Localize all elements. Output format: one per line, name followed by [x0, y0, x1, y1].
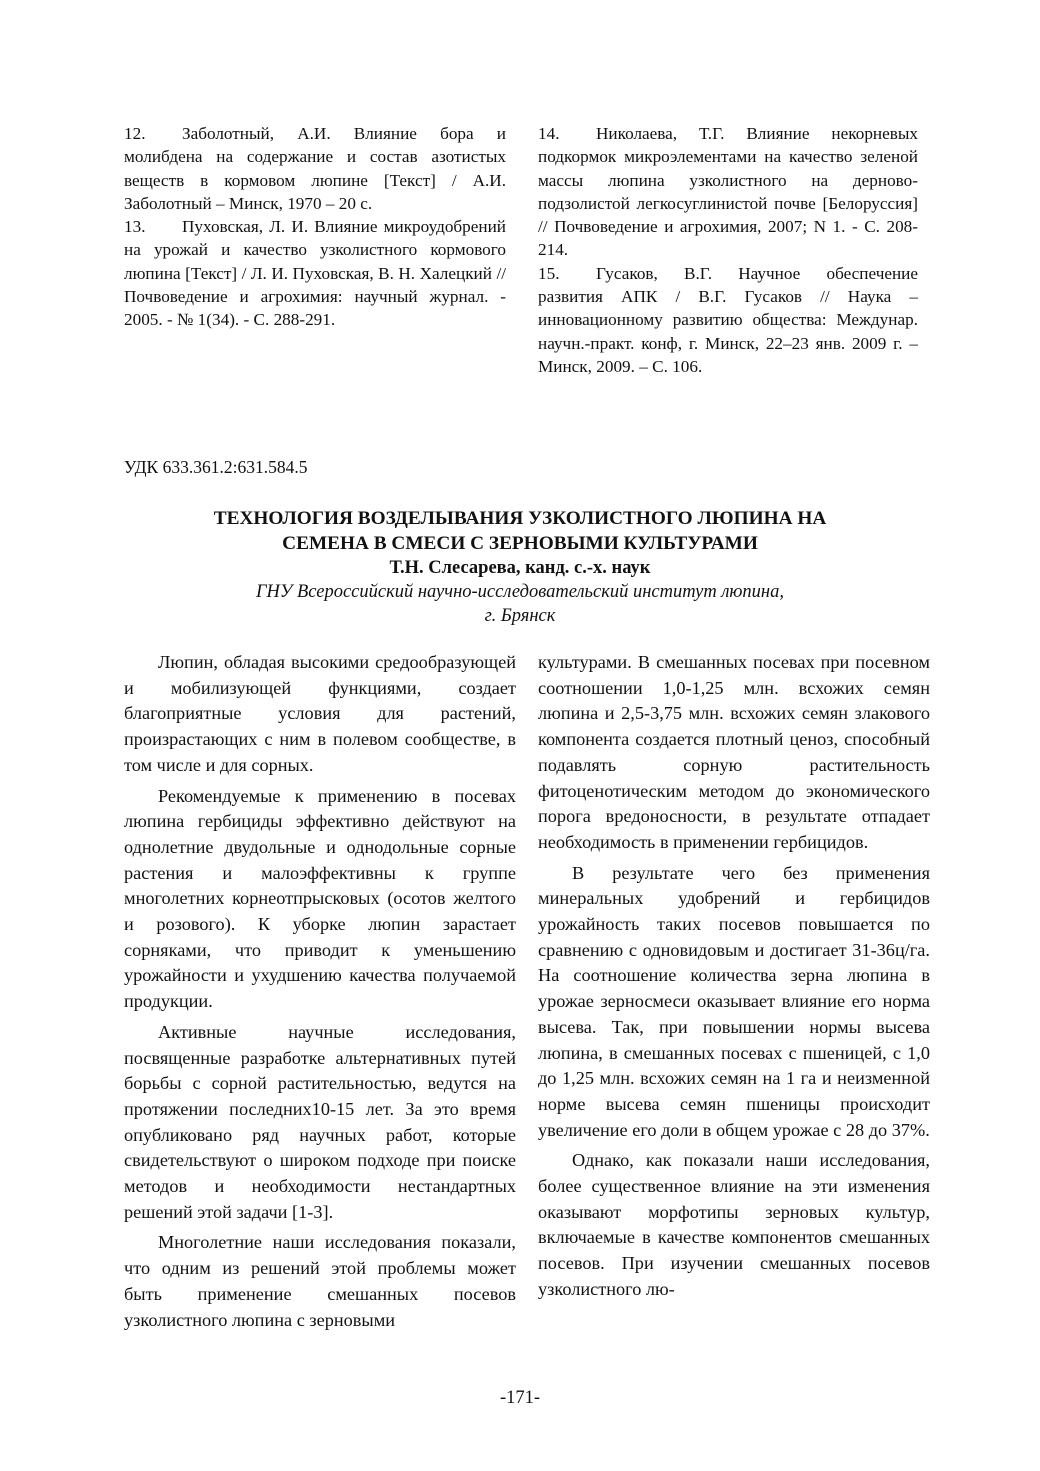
body-paragraph: культурами. В смешанных посевах при посевном соотношении 1,0-1,25 млн. всхожих семян люпина и 2,5-3,75 млн. всхожих семян злакового компонента создается плотный ценоз, способный подавлять сорную растительность фитоценотическим методом до экономического порога вредоносности, в результате отпадает необходимость в применении гербицидов. [538, 652, 930, 852]
reference-item [538, 262, 918, 378]
reference-number: 12. [124, 124, 146, 143]
body-paragraph: Многолетние наши исследования показали, что одним из решений этой проблемы может быть применение смешанных посевов узколистного люпина с зерновыми [124, 1232, 516, 1330]
article-header [120, 506, 920, 628]
body-left-column [124, 650, 516, 1338]
reference-text: Николаева, Т.Г. Влияние некорневых подкормок микроэлементами на качество зеленой массы люпина узколистного на дерново-подзолистой легкосуглинистой почве [Белоруссия] // Почвоведение и агрохимия, 2007; N 1. - С. 208-214. [538, 124, 918, 260]
article-title-line-2: СЕМЕНА В СМЕСИ С ЗЕРНОВЫМИ КУЛЬТУРАМИ [282, 533, 758, 554]
page-number: -171- [499, 1388, 541, 1408]
affiliation-line-1: ГНУ Всероссийский научно-исследовательский институт люпина, [256, 582, 784, 602]
body-paragraph: Однако, как показали наши исследования, более существенное влияние на эти изменения оказывают морфотипы зерновых культур, включаемые в качестве компонентов смешанных посевов. При изучении смешанных посевов узколистного лю- [538, 1150, 930, 1299]
body-right-column [538, 650, 930, 1308]
references-left-column [124, 122, 506, 332]
reference-text: Пуховская, Л. И. Влияние микроудобрений на урожай и качество узколистного кормового люпина [Текст] / Л. И. Пуховская, В. Н. Халецкий // Почвоведение и агрохимия: научный журнал. - 2005. - № 1(34). - С. 288-291. [124, 217, 506, 330]
reference-item [124, 122, 506, 215]
reference-text: Заболотный, А.И. Влияние бора и молибдена на содержание и состав азотистых веществ в кормовом люпине [Текст] / А.И. Заболотный – Минск, 1970 – 20 с. [124, 124, 506, 213]
reference-number: 13. [124, 217, 146, 237]
reference-number: 15. [538, 263, 560, 283]
references-right-column [538, 122, 918, 378]
reference-item [538, 122, 918, 262]
reference-text: Гусаков, В.Г. Научное обеспечение развития АПК / В.Г. Гусаков // Наука – инновационному развитию общества: Междунар. научн.-практ. конф, г. Минск, 22–23 янв. 2009 г. – Минск, 2009. – С. 106. [538, 263, 918, 376]
reference-item [124, 215, 506, 331]
udk-code: УДК 633.361.2:631.584.5 [124, 457, 308, 477]
body-paragraph: Люпин, обладая высокими средообразующей и мобилизующей функциями, создает благоприятные условия для растений, произрастающих с ним в полевом сообществе, в том числе и для сорных. [124, 652, 516, 775]
article-title-line-1: ТЕХНОЛОГИЯ ВОЗДЕЛЫВАНИЯ УЗКОЛИСТНОГО ЛЮПИНА НА [213, 508, 827, 529]
reference-number: 14. [538, 124, 560, 143]
body-paragraph: В результате чего без применения минеральных удобрений и гербицидов урожайность таких посевов повышается по сравнению с одновидовым и достигает 31-36ц/га. На соотношение количества зерна люпина в урожае зерносмеси оказывает влияние его норма высева. Так, при повышении нормы высева люпина, в смешанных посевах с пшеницей, с 1,0 до 1,25 млн. всхожих семян на 1 га и неизменной норме высева семян пшеницы происходит увеличение его доли в общем урожае с 28 до 37%. [538, 862, 930, 1140]
affiliation-line-2: г. Брянск [484, 606, 556, 626]
body-paragraph: Активные научные исследования, посвященные разработке альтернативных путей борьбы с сорной растительностью, ведутся на протяжении последних10-15 лет. За это время опубликовано ряд научных работ, которые свидетельствуют о широком подходе при поиске методов и необходимости нестандартных решений этой задачи [1-3]. [124, 1021, 516, 1222]
article-author: Т.Н. Слесарева, канд. с.-х. наук [389, 558, 651, 578]
body-paragraph: Рекомендуемые к применению в посевах люпина гербициды эффективно действуют на однолетние двудольные и однодольные сорные растения и малоэффективны к группе многолетних корнеотпрысковых (осотов желтого и розового). К уборке люпин зарастает сорняками, что приводит к уменьшению урожайности и ухудшению качества получаемой продукции. [124, 785, 516, 1012]
